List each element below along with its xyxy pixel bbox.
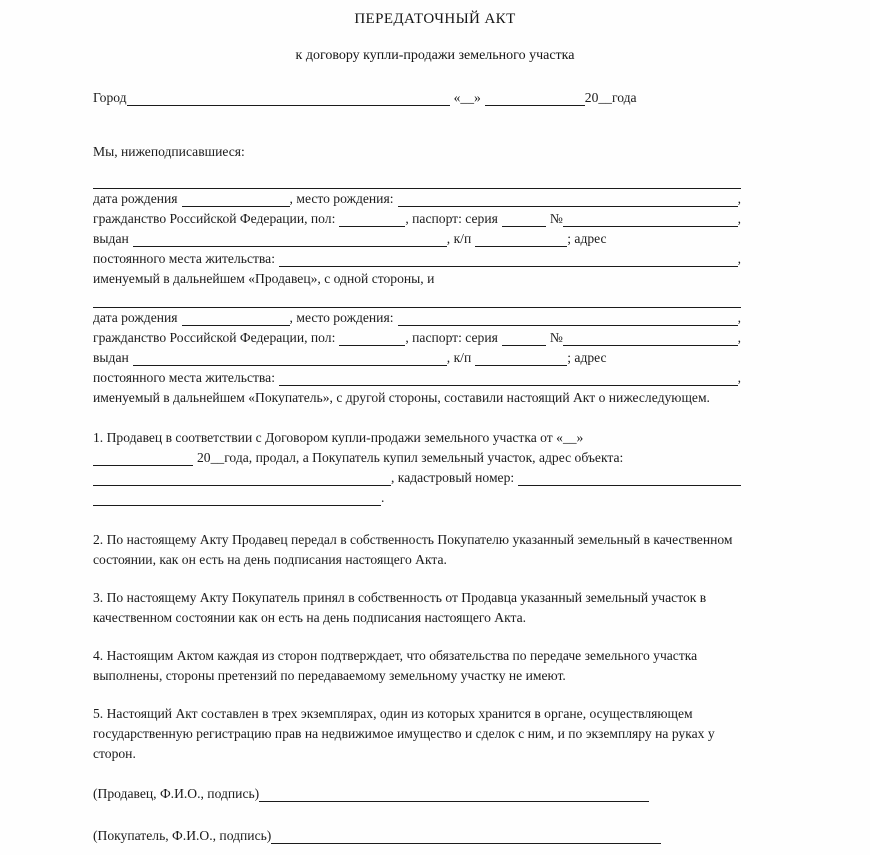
buyer-citizenship-label: гражданство Российской Федерации, пол: <box>93 330 336 345</box>
seller-birth-place-label: , место рождения: <box>289 191 394 206</box>
buyer-birth-place-rule[interactable] <box>398 312 738 326</box>
seller-passport-number-rule[interactable] <box>563 213 738 227</box>
clause-1-continuation-rule[interactable] <box>93 492 381 506</box>
buyer-birth-comma: , <box>737 310 741 325</box>
year-suffix: __года <box>598 90 637 105</box>
buyer-passport-series-rule[interactable] <box>502 332 546 346</box>
city-date-line <box>93 88 741 108</box>
buyer-passport-number-rule[interactable] <box>563 332 738 346</box>
buyer-issued-label: выдан <box>93 350 129 365</box>
clause-1-cadastre-label: , кадастровый номер: <box>391 470 515 485</box>
buyer-division-code-rule[interactable] <box>475 352 567 366</box>
buyer-residence-row <box>93 368 741 388</box>
seller-designation: именуемый в дальнейшем «Продавец», с одной стороны, и <box>93 271 435 286</box>
clause-1-line-2 <box>93 448 741 468</box>
buyer-birth-date-label: дата рождения <box>93 310 178 325</box>
seller-passport-comma: , <box>737 211 741 226</box>
seller-passport-label: , паспорт: серия <box>405 211 498 226</box>
clause-2: 2. По настоящему Акту Продавец передал в собственность Покупателю указанный земельный в качественном состоянии, как он есть на день подписания настоящего Акта. <box>93 532 733 567</box>
buyer-signature-label: (Покупатель, Ф.И.О., подпись) <box>93 828 272 843</box>
clause-1-year-text: 20__года, продал, а Покупатель купил земельный участок, адрес объекта: <box>197 450 624 465</box>
seller-residence-rule[interactable] <box>279 253 738 267</box>
buyer-issued-row <box>93 348 741 368</box>
clause-1-period: . <box>381 490 385 505</box>
clause-1-line-4 <box>93 488 741 508</box>
seller-residence-row <box>93 249 741 269</box>
seller-citizenship-row <box>93 209 741 229</box>
seller-issued-row <box>93 229 741 249</box>
document-subtitle: к договору купли-продажи земельного участка <box>295 48 575 63</box>
seller-division-code-label: , к/п <box>446 231 472 246</box>
buyer-division-code-label: , к/п <box>446 350 472 365</box>
clause-4: 4. Настоящим Актом каждая из сторон подтверждает, что обязательства по передаче земельного участка выполнены, стороны претензий по передаваемому земельному участку не имеют. <box>93 648 698 683</box>
seller-residence-label: постоянного места жительства: <box>93 251 275 266</box>
seller-passport-series-rule[interactable] <box>502 213 546 227</box>
buyer-citizenship-row <box>93 328 741 348</box>
document-title: ПЕРЕДАТОЧНЫЙ АКТ <box>354 11 516 27</box>
buyer-issued-rule[interactable] <box>133 352 447 366</box>
year-prefix: 20 <box>584 90 599 105</box>
seller-signature-row <box>93 784 741 804</box>
buyer-birth-place-label: , место рождения: <box>289 310 394 325</box>
buyer-birth-row <box>93 308 741 328</box>
month-blank-rule[interactable] <box>485 92 585 106</box>
clause-1-cadastre-rule[interactable] <box>518 472 741 486</box>
city-label: Город <box>93 90 127 105</box>
seller-birth-row <box>93 189 741 209</box>
buyer-birth-date-rule[interactable] <box>182 312 290 326</box>
day-quotes: «__» <box>453 90 481 105</box>
seller-division-code-rule[interactable] <box>475 233 567 247</box>
seller-gender-rule[interactable] <box>339 213 405 227</box>
seller-birth-comma: , <box>737 191 741 206</box>
seller-citizenship-label: гражданство Российской Федерации, пол: <box>93 211 336 226</box>
clause-3: 3. По настоящему Акту Покупатель принял в собственность от Продавца указанный земельный участок в качественном состоянии как он есть на день подписания настоящего Акта. <box>93 590 707 625</box>
buyer-block <box>93 307 741 408</box>
buyer-residence-label: постоянного места жительства: <box>93 370 275 385</box>
clause-1-line-3 <box>93 468 741 488</box>
clause-5: 5. Настоящий Акт составлен в трех экземплярах, один из которых хранится в органе, осуществляющем государственную регистрацию прав на недвижимое имущество и сделок с ним, и по экземпляру на руках у сторон. <box>93 706 715 761</box>
city-blank-rule[interactable] <box>127 92 450 106</box>
clause-1-address-rule[interactable] <box>93 472 391 486</box>
buyer-passport-label: , паспорт: серия <box>405 330 498 345</box>
buyer-passport-comma: , <box>737 330 741 345</box>
seller-birth-date-label: дата рождения <box>93 191 178 206</box>
buyer-residence-comma: , <box>737 370 741 385</box>
seller-residence-comma: , <box>737 251 741 266</box>
buyer-designation: именуемый в дальнейшем «Покупатель», с другой стороны, составили настоящий Акт о нижеследующем. <box>93 390 710 405</box>
clause-1-line-1: 1. Продавец в соответствии с Договором купли-продажи земельного участка от «__» <box>93 430 584 445</box>
undersigned-intro: Мы, нижеподписавшиеся: <box>93 144 245 159</box>
buyer-signature-row <box>93 826 741 846</box>
seller-birth-date-rule[interactable] <box>182 193 290 207</box>
seller-birth-place-rule[interactable] <box>398 193 738 207</box>
seller-address-label: ; адрес <box>567 231 607 246</box>
buyer-address-label: ; адрес <box>567 350 607 365</box>
seller-signature-label: (Продавец, Ф.И.О., подпись) <box>93 786 260 801</box>
clause-1 <box>93 428 741 508</box>
buyer-signature-rule[interactable] <box>271 830 661 844</box>
seller-block <box>93 188 741 289</box>
seller-issued-label: выдан <box>93 231 129 246</box>
seller-number-sign: № <box>549 211 563 226</box>
seller-issued-rule[interactable] <box>133 233 447 247</box>
buyer-residence-rule[interactable] <box>279 372 738 386</box>
buyer-gender-rule[interactable] <box>339 332 405 346</box>
clause-1-month-rule[interactable] <box>93 452 193 466</box>
buyer-number-sign: № <box>549 330 563 345</box>
seller-signature-rule[interactable] <box>259 788 649 802</box>
